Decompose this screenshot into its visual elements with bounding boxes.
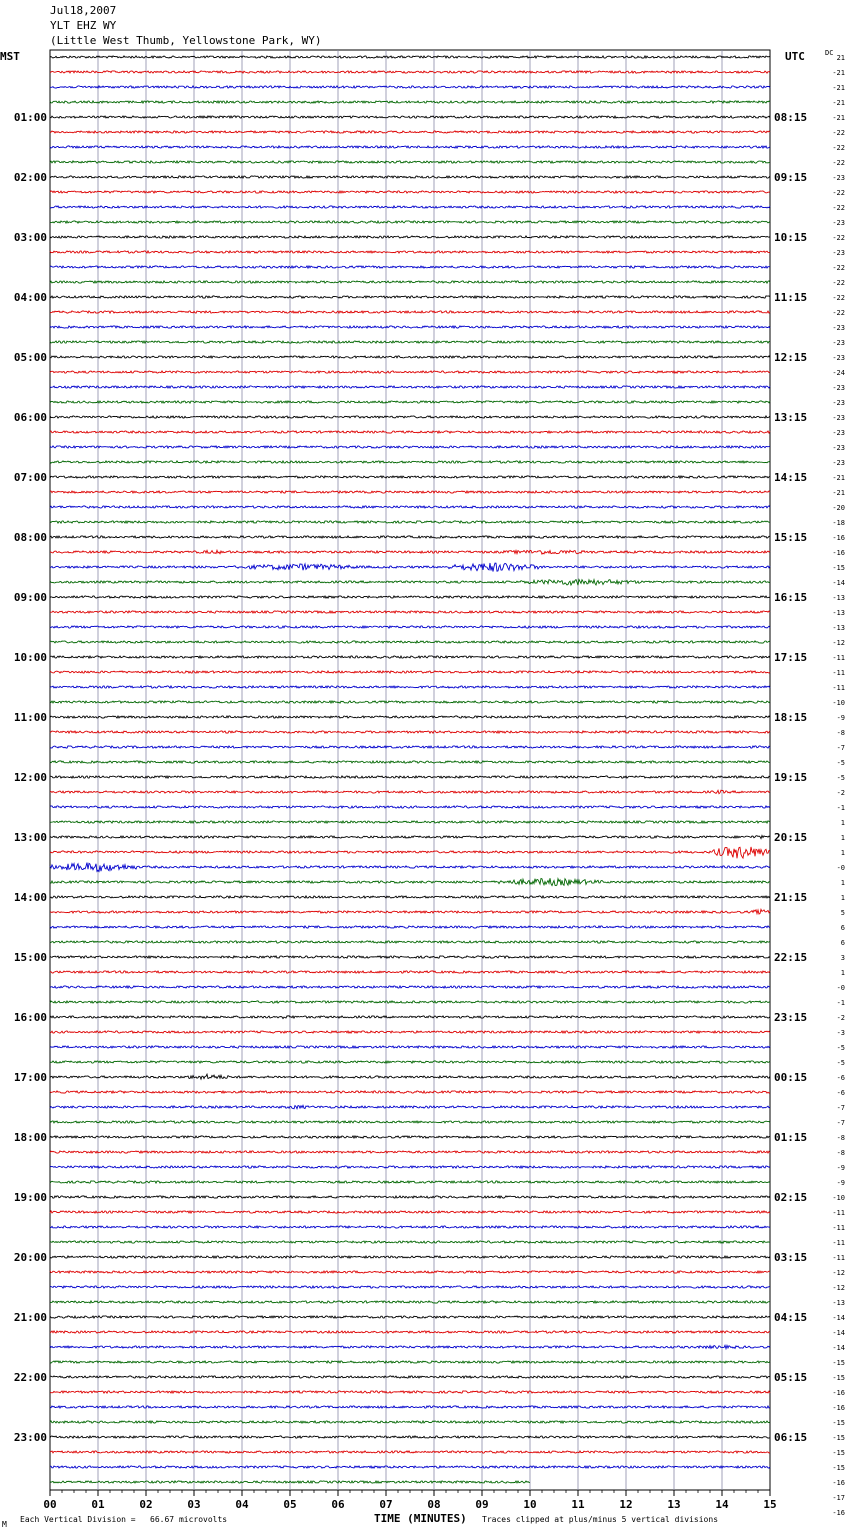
dc-offset-value: -0 — [836, 984, 845, 992]
trace-row — [50, 686, 770, 688]
trace-row — [50, 506, 770, 508]
x-tick-label: 05 — [283, 1498, 297, 1511]
trace-row — [50, 701, 770, 703]
trace-row — [50, 1271, 770, 1273]
trace-row — [50, 86, 770, 88]
dc-offset-value: -7 — [836, 1119, 845, 1127]
dc-offset-value: -23 — [832, 444, 845, 452]
trace-row — [50, 1166, 770, 1168]
trace-row — [50, 909, 770, 914]
dc-offset-value: -16 — [832, 1479, 845, 1487]
trace-row — [50, 1211, 770, 1213]
dc-offset-value: -13 — [832, 624, 845, 632]
dc-offset-value: -22 — [832, 294, 845, 302]
trace-row — [50, 806, 770, 808]
left-hour-label: 03:00 — [13, 231, 47, 244]
trace-row — [50, 1074, 770, 1079]
dc-offset-value: -9 — [836, 1164, 845, 1172]
dc-offset-value: -21 — [832, 69, 845, 77]
trace-row — [50, 1331, 770, 1333]
right-hour-label: 16:15 — [774, 591, 808, 604]
dc-offset-value: -8 — [836, 729, 845, 737]
trace-row — [50, 1136, 770, 1138]
x-tick-label: 15 — [763, 1498, 777, 1511]
dc-offset-value: -23 — [832, 219, 845, 227]
dc-offset-value: -18 — [832, 519, 845, 527]
trace-row — [50, 521, 770, 523]
trace-row — [50, 251, 770, 253]
trace-row — [50, 550, 770, 554]
trace-row — [50, 266, 770, 268]
left-hour-label: 13:00 — [13, 831, 47, 844]
dc-offset-value: -14 — [832, 1329, 845, 1337]
trace-row — [50, 146, 770, 148]
left-hour-label: 12:00 — [13, 771, 47, 784]
dc-offset-value: -21 — [832, 84, 845, 92]
dc-offset-value: -23 — [832, 429, 845, 437]
left-hour-label: 23:00 — [13, 1431, 47, 1444]
right-hour-label: 14:15 — [774, 471, 808, 484]
dc-offset-value: -12 — [832, 639, 845, 647]
dc-offset-value: -13 — [832, 1299, 845, 1307]
dc-offset-value: 1 — [840, 819, 845, 827]
footer-clip-text: Traces clipped at plus/minus 5 vertical divisions — [482, 1515, 719, 1524]
x-tick-label: 08 — [427, 1498, 441, 1511]
left-hour-label: 17:00 — [13, 1071, 47, 1084]
x-tick-label: 07 — [379, 1498, 393, 1511]
trace-row — [50, 1361, 770, 1363]
trace-row — [50, 836, 770, 839]
dc-offset-value: -11 — [832, 669, 845, 677]
right-hour-label: 12:15 — [774, 351, 808, 364]
trace-row — [50, 191, 770, 193]
trace-row — [50, 56, 770, 58]
left-hour-label: 09:00 — [13, 591, 47, 604]
trace-row — [50, 341, 770, 343]
trace-row — [50, 863, 770, 872]
trace-row — [50, 206, 770, 208]
dc-offset-value: -15 — [832, 1434, 845, 1442]
trace-row — [50, 941, 770, 943]
footer-xlabel: TIME (MINUTES) — [374, 1512, 467, 1525]
dc-offset-value: -16 — [832, 1509, 845, 1517]
x-tick-label: 04 — [235, 1498, 249, 1511]
dc-offset-value: -14 — [832, 1314, 845, 1322]
dc-offset-value: -10 — [832, 699, 845, 707]
right-timezone-label: UTC — [785, 50, 805, 63]
left-hour-label: 21:00 — [13, 1311, 47, 1324]
trace-row — [50, 296, 770, 298]
dc-offset-value: -11 — [832, 1224, 845, 1232]
dc-offset-value: 6 — [840, 939, 845, 947]
right-hour-label: 22:15 — [774, 951, 808, 964]
dc-offset-value: -15 — [832, 564, 845, 572]
right-hour-label: 05:15 — [774, 1371, 808, 1384]
dc-offset-value: -22 — [832, 204, 845, 212]
dc-offset-value: -3 — [836, 1029, 845, 1037]
dc-offset-value: -23 — [832, 249, 845, 257]
dc-offset-value: -21 — [832, 489, 845, 497]
dc-offset-value: -11 — [832, 1239, 845, 1247]
trace-row — [50, 563, 770, 572]
trace-row — [50, 326, 770, 328]
trace-row — [50, 221, 770, 223]
dc-offset-value: -23 — [832, 339, 845, 347]
dc-offset-value: -6 — [836, 1089, 845, 1097]
trace-row — [50, 716, 770, 718]
right-hour-label: 02:15 — [774, 1191, 808, 1204]
dc-offset-value: -21 — [832, 99, 845, 107]
trace-row — [50, 1345, 770, 1348]
trace-row — [50, 131, 770, 133]
dc-offset-value: 21 — [836, 54, 845, 62]
trace-row — [50, 1031, 770, 1033]
trace-row — [50, 1391, 770, 1393]
trace-row — [50, 746, 770, 748]
seismic-traces — [50, 56, 770, 1483]
dc-offset-value: -11 — [832, 684, 845, 692]
trace-row — [50, 71, 770, 73]
trace-row — [50, 401, 770, 403]
header-date: Jul18,2007 — [50, 4, 117, 17]
x-tick-label: 01 — [91, 1498, 105, 1511]
trace-row — [50, 790, 770, 794]
left-hour-label: 18:00 — [13, 1131, 47, 1144]
dc-offset-value: 1 — [840, 879, 845, 887]
trace-row — [50, 1301, 770, 1303]
left-hour-label: 15:00 — [13, 951, 47, 964]
trace-row — [50, 1181, 770, 1183]
trace-row — [50, 896, 770, 898]
footer-left-mark: M — [2, 1520, 7, 1529]
dc-offset-value: 1 — [840, 834, 845, 842]
x-tick-label: 10 — [523, 1498, 537, 1511]
left-hour-label: 22:00 — [13, 1371, 47, 1384]
trace-row — [50, 1151, 770, 1153]
dc-offset-value: 5 — [840, 909, 845, 917]
dc-offset-value: -15 — [832, 1359, 845, 1367]
dc-offset-value: -23 — [832, 399, 845, 407]
dc-offset-value: -2 — [836, 1014, 845, 1022]
trace-row — [50, 656, 770, 658]
dc-offset-value: 1 — [840, 969, 845, 977]
dc-offset-value: -22 — [832, 189, 845, 197]
trace-row — [50, 281, 770, 283]
dc-offset-value: -9 — [836, 714, 845, 722]
trace-row — [50, 431, 770, 433]
left-hour-labels — [14, 111, 47, 1444]
left-hour-label: 04:00 — [13, 291, 47, 304]
dc-offset-value: -5 — [836, 1059, 845, 1067]
trace-row — [50, 926, 770, 928]
right-hour-label: 03:15 — [774, 1251, 808, 1264]
right-hour-label: 13:15 — [774, 411, 808, 424]
trace-row — [50, 596, 770, 598]
dc-offset-value: -1 — [836, 804, 845, 812]
footer-scale-text: Each Vertical Division = 66.67 microvolts — [20, 1515, 228, 1524]
trace-row — [50, 416, 770, 418]
trace-row — [50, 1376, 770, 1378]
dc-offset-value: -16 — [832, 1389, 845, 1397]
x-tick-label: 13 — [667, 1498, 681, 1511]
dc-offset-value: -23 — [832, 324, 845, 332]
header-location: (Little West Thumb, Yellowstone Park, WY) — [50, 34, 322, 47]
x-tick-label: 00 — [43, 1498, 57, 1511]
right-hour-label: 20:15 — [774, 831, 808, 844]
right-hour-labels — [774, 111, 807, 1444]
trace-row — [50, 161, 770, 163]
left-hour-label: 19:00 — [13, 1191, 47, 1204]
trace-row — [50, 1226, 770, 1228]
x-tick-label: 09 — [475, 1498, 489, 1511]
trace-row — [50, 101, 770, 103]
right-hour-label: 09:15 — [774, 171, 808, 184]
trace-row — [50, 461, 770, 463]
x-tick-label: 02 — [139, 1498, 153, 1511]
dc-offset-value: -8 — [836, 1149, 845, 1157]
dc-offset-value: -2 — [836, 789, 845, 797]
left-hour-label: 10:00 — [13, 651, 47, 664]
right-hour-label: 08:15 — [774, 111, 808, 124]
dc-offset-value: -11 — [832, 1209, 845, 1217]
right-hour-label: 15:15 — [774, 531, 808, 544]
trace-row — [50, 1196, 770, 1198]
dc-offset-value: -22 — [832, 159, 845, 167]
trace-row — [50, 1105, 770, 1109]
dc-offset-value: -22 — [832, 129, 845, 137]
dc-offset-value: -15 — [832, 1419, 845, 1427]
trace-row — [50, 986, 770, 988]
dc-offset-value: -14 — [832, 579, 845, 587]
dc-offset-value: -7 — [836, 744, 845, 752]
dc-offset-value: -5 — [836, 774, 845, 782]
dc-offset-value: -22 — [832, 264, 845, 272]
x-tick-label: 06 — [331, 1498, 345, 1511]
dc-offset-value: -0 — [836, 864, 845, 872]
left-timezone-label: MST — [0, 50, 20, 63]
dc-offset-labels — [825, 49, 845, 1517]
x-tick-label: 12 — [619, 1498, 633, 1511]
left-hour-label: 07:00 — [13, 471, 47, 484]
right-hour-label: 01:15 — [774, 1131, 808, 1144]
time-axis — [43, 1490, 776, 1511]
trace-row — [50, 641, 770, 643]
trace-row — [50, 847, 770, 858]
minute-gridlines — [50, 50, 770, 1490]
trace-row — [50, 311, 770, 313]
dc-offset-value: -16 — [832, 1404, 845, 1412]
dc-offset-value: -12 — [832, 1284, 845, 1292]
dc-offset-value: -9 — [836, 1179, 845, 1187]
trace-row — [50, 671, 770, 673]
dc-offset-value: -11 — [832, 1254, 845, 1262]
dc-offset-value: -1 — [836, 999, 845, 1007]
right-hour-label: 11:15 — [774, 291, 808, 304]
trace-row — [50, 1121, 770, 1123]
trace-row — [50, 176, 770, 178]
dc-offset-value: -21 — [832, 114, 845, 122]
trace-row — [50, 476, 770, 478]
x-tick-label: 14 — [715, 1498, 729, 1511]
dc-offset-value: -10 — [832, 1194, 845, 1202]
dc-offset-value: -22 — [832, 279, 845, 287]
plot-frame — [50, 50, 770, 1490]
trace-row — [50, 731, 770, 733]
trace-row — [50, 971, 770, 973]
right-hour-label: 00:15 — [774, 1071, 808, 1084]
dc-offset-value: -23 — [832, 354, 845, 362]
dc-offset-value: -17 — [832, 1494, 845, 1502]
dc-offset-value: -8 — [836, 1134, 845, 1142]
trace-row — [50, 1091, 770, 1093]
right-hour-label: 10:15 — [774, 231, 808, 244]
trace-row — [50, 1016, 770, 1019]
right-hour-label: 18:15 — [774, 711, 808, 724]
dc-offset-value: 1 — [840, 894, 845, 902]
dc-offset-value: -23 — [832, 384, 845, 392]
trace-row — [50, 1421, 770, 1423]
trace-row — [50, 776, 770, 778]
trace-row — [50, 626, 770, 628]
dc-offset-value: -23 — [832, 459, 845, 467]
trace-row — [50, 1061, 770, 1063]
left-hour-label: 02:00 — [13, 171, 47, 184]
left-hour-label: 08:00 — [13, 531, 47, 544]
x-tick-label: 03 — [187, 1498, 201, 1511]
dc-offset-value: -5 — [836, 759, 845, 767]
trace-row — [50, 1451, 770, 1453]
dc-offset-value: -20 — [832, 504, 845, 512]
right-hour-label: 17:15 — [774, 651, 808, 664]
dc-offset-value: -11 — [832, 654, 845, 662]
left-hour-label: 20:00 — [13, 1251, 47, 1264]
right-hour-label: 23:15 — [774, 1011, 808, 1024]
dc-offset-value: -6 — [836, 1074, 845, 1082]
trace-row — [50, 236, 770, 238]
dc-offset-value: -13 — [832, 594, 845, 602]
trace-row — [50, 536, 770, 538]
trace-row — [50, 821, 770, 823]
right-hour-label: 06:15 — [774, 1431, 808, 1444]
dc-offset-value: 6 — [840, 924, 845, 932]
dc-offset-value: -22 — [832, 234, 845, 242]
left-hour-label: 14:00 — [13, 891, 47, 904]
right-hour-label: 19:15 — [774, 771, 808, 784]
trace-row — [50, 611, 770, 613]
trace-row — [50, 1406, 770, 1408]
dc-offset-value: -23 — [832, 174, 845, 182]
trace-row — [50, 1256, 770, 1258]
left-hour-label: 11:00 — [13, 711, 47, 724]
dc-offset-value: -22 — [832, 144, 845, 152]
left-hour-label: 01:00 — [13, 111, 47, 124]
dc-offset-value: -15 — [832, 1464, 845, 1472]
trace-row — [50, 1241, 770, 1243]
x-tick-label: 11 — [571, 1498, 585, 1511]
trace-row — [50, 386, 770, 388]
trace-row — [50, 1046, 770, 1048]
right-hour-label: 04:15 — [774, 1311, 808, 1324]
trace-row — [50, 1466, 770, 1468]
left-hour-label: 16:00 — [13, 1011, 47, 1024]
dc-offset-value: -22 — [832, 309, 845, 317]
dc-offset-value: -23 — [832, 414, 845, 422]
trace-row — [50, 761, 770, 763]
trace-row — [50, 1436, 770, 1438]
trace-row — [50, 356, 770, 358]
left-hour-label: 05:00 — [13, 351, 47, 364]
dc-offset-value: 3 — [840, 954, 845, 962]
trace-row — [50, 956, 770, 958]
dc-offset-value: -5 — [836, 1044, 845, 1052]
dc-offset-value: -7 — [836, 1104, 845, 1112]
dc-offset-value: -24 — [832, 369, 845, 377]
trace-row — [50, 878, 770, 885]
dc-offset-value: -13 — [832, 609, 845, 617]
dc-header: DC — [825, 49, 834, 57]
dc-offset-value: -15 — [832, 1449, 845, 1457]
dc-offset-value: -15 — [832, 1374, 845, 1382]
right-hour-label: 21:15 — [774, 891, 808, 904]
dc-offset-value: 1 — [840, 849, 845, 857]
trace-row — [50, 1001, 770, 1003]
trace-row — [50, 446, 770, 448]
trace-row — [50, 116, 770, 118]
trace-row — [50, 1286, 770, 1288]
dc-offset-value: -21 — [832, 474, 845, 482]
dc-offset-value: -16 — [832, 549, 845, 557]
header-station: YLT EHZ WY — [50, 19, 117, 32]
trace-row — [50, 1316, 770, 1318]
trace-row — [50, 580, 770, 586]
dc-offset-value: -14 — [832, 1344, 845, 1352]
trace-row — [50, 491, 770, 493]
left-hour-label: 06:00 — [13, 411, 47, 424]
trace-row — [50, 371, 770, 373]
dc-offset-value: -12 — [832, 1269, 845, 1277]
dc-offset-value: -16 — [832, 534, 845, 542]
